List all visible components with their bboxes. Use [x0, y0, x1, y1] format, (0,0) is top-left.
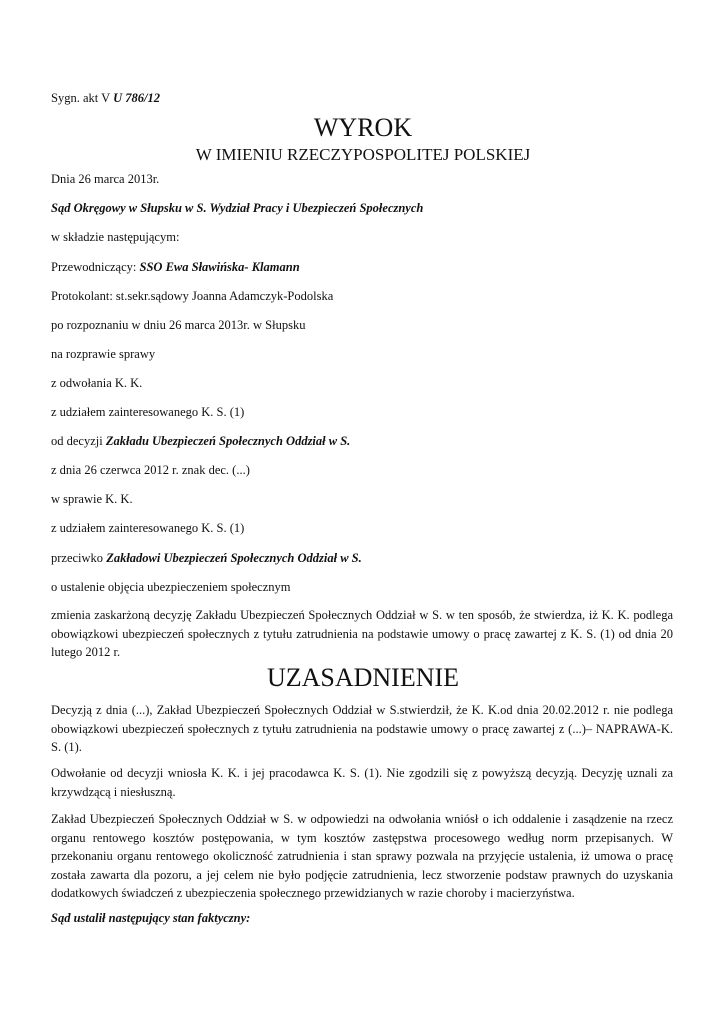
case-reference	[51, 91, 160, 106]
document-subtitle: W IMIENIU RZECZYPOSPOLITEJ POLSKIEJ	[195, 145, 531, 164]
document-title: WYROK	[313, 113, 413, 142]
decision-date: z dnia 26 czerwca 2012 r. znak dec. (...)	[51, 463, 250, 477]
justification-paragraph-1: Decyzją z dnia (...), Zakład Ubezpieczeń Społecznych Oddział w S.stwierdził, że K. K.od dnia 20.02.2012 r. nie podlega obowiązkowi ubezpieczeń społecznych z tytułu zatrudnienia na podstawie umowy o pracę zawartej z (...)– NAPRAWA-K. S. (1).	[51, 703, 673, 754]
justification-paragraph-3: Zakład Ubezpieczeń Społecznych Oddział w S. w odpowiedzi na odwołania wniósł o ich oddalenie i zasądzenie na rzecz organu rentowego kosztów postępowania, w tym kosztów zastępstwa procesowego według norm przepisanych. W przekonaniu organu rentowego okoliczność zatrudnienia i stan sprawy pozwala na przyjęcie ustalenia, iż umowa o pracę została zawarta dla pozoru, a jej celem nie było podjęcie zatrudnienia, lecz stworzenie podstaw prawnych do uzyskania dodatkowych świadczeń z ubezpieczenia społecznego przewidzianych w razie choroby i macierzyństwa.	[51, 812, 673, 900]
respondent	[51, 550, 362, 566]
appealed-decision	[51, 433, 350, 449]
interested-party-1: z udziałem zainteresowanego K. S. (1)	[51, 405, 245, 419]
hearing-info: po rozpoznaniu w dniu 26 marca 2013r. w Słupsku	[51, 318, 306, 332]
case-subject: o ustalenie objęcia ubezpieczeniem społecznym	[51, 580, 291, 594]
justification-heading: UZASADNIENIE	[266, 663, 460, 692]
court-composition: w składzie następującym:	[51, 230, 180, 244]
case-reference-number: U 786/12	[113, 91, 160, 105]
judgment-date: Dnia 26 marca 2013r.	[51, 172, 160, 186]
court-name: Sąd Okręgowy w Słupsku w S. Wydział Pracy i Ubezpieczeń Społecznych	[51, 201, 424, 215]
case-matter: w sprawie K. K.	[51, 492, 133, 506]
interested-party-2: z udziałem zainteresowanego K. S. (1)	[51, 521, 245, 535]
appealed-decision-org: Zakładu Ubezpieczeń Społecznych Oddział w S.	[105, 434, 351, 448]
presiding-judge-label: Przewodniczący:	[51, 260, 140, 274]
facts-heading: Sąd ustalił następujący stan faktyczny:	[51, 911, 251, 925]
presiding-judge	[51, 259, 300, 275]
ruling-paragraph: zmienia zaskarżoną decyzję Zakładu Ubezpieczeń Społecznych Oddział w S. w ten sposób, że stwierdza, iż K. K. podlega obowiązkowi ubezpieczeń społecznych z tytułu zatrudnienia na podstawie umowy o pracę zawartej z K. S. (1) od dnia 20 lutego 2012 r.	[51, 608, 673, 659]
presiding-judge-name: SSO Ewa Sławińska- Klamann	[139, 260, 300, 274]
case-reference-prefix: Sygn. akt V	[51, 91, 114, 105]
respondent-label: przeciwko	[51, 551, 107, 565]
appealed-decision-label: od decyzji	[51, 434, 106, 448]
court-clerk: Protokolant: st.sekr.sądowy Joanna Adamczyk-Podolska	[51, 289, 334, 303]
respondent-org: Zakładowi Ubezpieczeń Społecznych Oddział w S.	[106, 551, 362, 565]
hearing-type: na rozprawie sprawy	[51, 347, 156, 361]
appellant: z odwołania K. K.	[51, 376, 143, 390]
justification-paragraph-2: Odwołanie od decyzji wniosła K. K. i jej pracodawca K. S. (1). Nie zgodzili się z powyższą decyzją. Decyzję uznali za krzywdzącą i niesłuszną.	[51, 766, 673, 799]
